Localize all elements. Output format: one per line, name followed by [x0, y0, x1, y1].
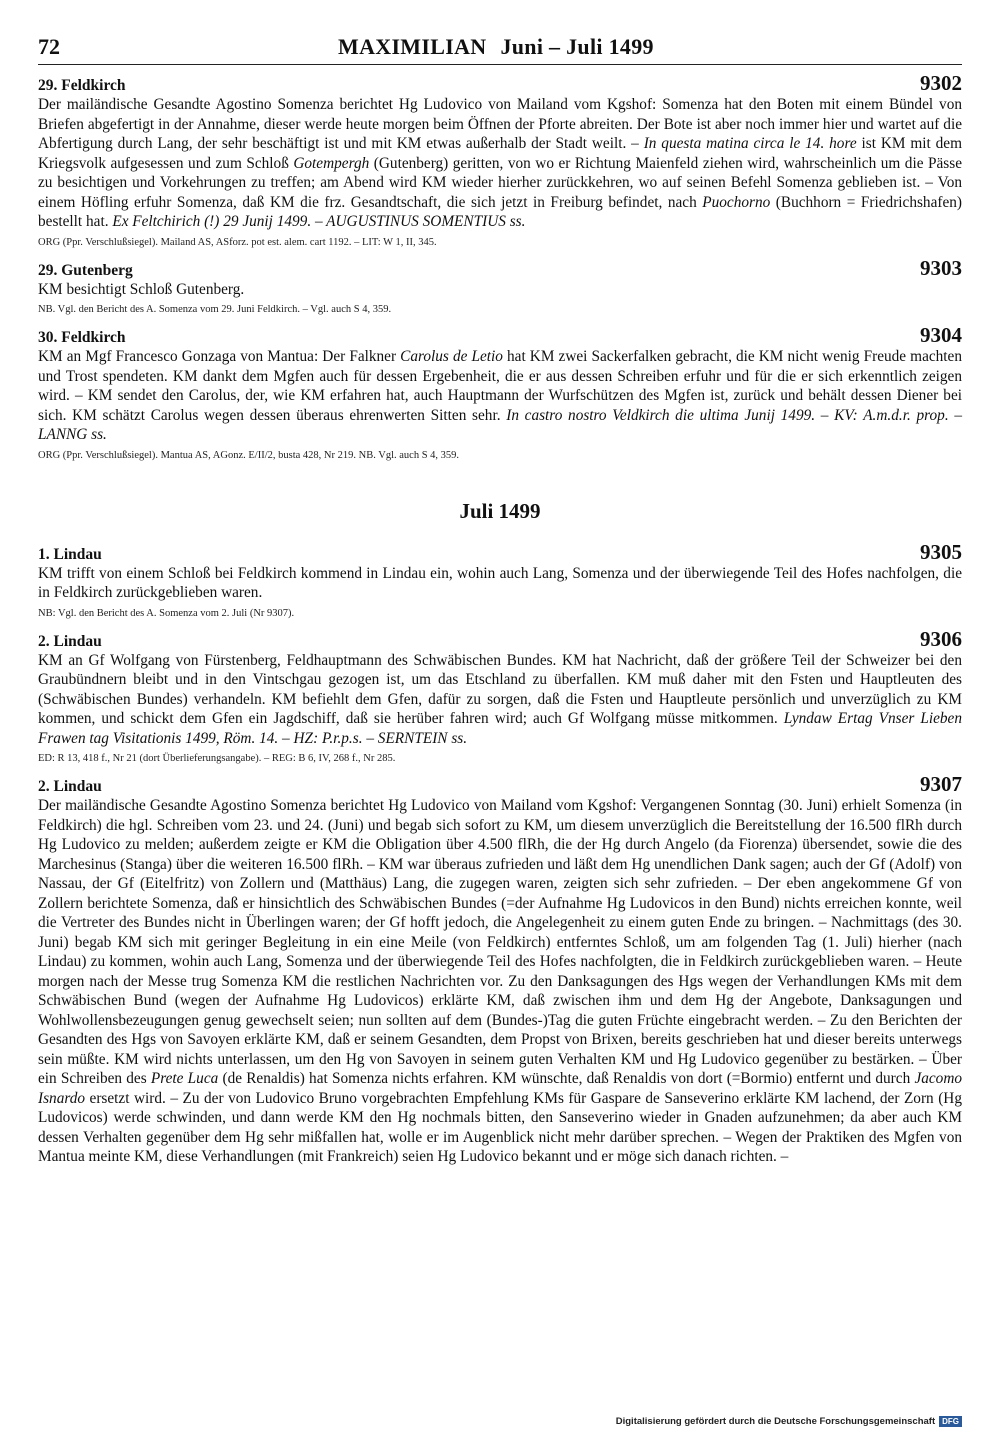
entry-source-note: ED: R 13, 418 f., Nr 21 (dort Überlieferungsangabe). – REG: B 6, IV, 268 f., Nr 285. [38, 753, 396, 764]
running-header [38, 30, 962, 65]
entry-date-place: 2. Lindau [38, 632, 102, 650]
entry-text-part: (Gutenberg) geritten, von wo er Richtung Maienfeld ziehen wird, wahrscheinlich um die Pässe zu besichtigen und Vorkehrungen zu treffen; am Abend wird KM wieder hierher zurückkehren, wo auf seinen Befehl Somenza geblieben ist. – Von einem Höfling erfuhr Somenza, daß KM die frz. Gesandtschaft, die sich jetzt in Freiburg befindet, nach [38, 154, 962, 211]
entry-text-part: KM besichtigt Schloß Gutenberg. [38, 280, 245, 298]
entry-text-part: (de Renaldis) hat Somenza nichts erfahren. KM wünschte, daß Renaldis von dort (=Bormio) entfernt und durch [218, 1070, 915, 1087]
running-title [338, 34, 654, 60]
page [38, 30, 962, 1167]
june-entries [38, 73, 962, 463]
entry-text [38, 796, 962, 1167]
entry-text-quote: Gotempergh [293, 154, 370, 172]
entry-text-part: hat KM zwei Sackerfalken gebracht, die KM nicht wenig Freude machten und Trost spendeten. KM dankt dem Mgfen auch für dessen Ergebenheit, die er aus dessen Schreiben erfuhr und für die er sich erkenntlich zeigen wird. – KM sendet den Carolus, der, wie KM erfahren hat, auch Hauptmann der Wurfschützen des Mgfen ist, zurück und behält dessen Diener bei sich. KM schätzt Carolus wegen dessen überaus ehrenwerten Sitten sehr. [38, 348, 962, 424]
entry-source-note: NB. Vgl. den Bericht des A. Somenza vom 29. Juni Feldkirch. – Vgl. auch S 4, 359. [38, 304, 392, 315]
entry-date-place: 1. Lindau [38, 545, 102, 563]
entry-9303 [38, 255, 962, 318]
entry-number: 9307 [920, 772, 962, 796]
entry-number: 9305 [920, 539, 962, 564]
entry-9306 [38, 626, 962, 767]
entry-text-part: KM an Mgf Francesco Gonzaga von Mantua: Der Falkner [38, 348, 401, 365]
entry-source-note: ORG (Ppr. Verschlußsiegel). Mailand AS, ASforz. pot est. alem. cart 1192. – LIT: W 1, II, 345. [38, 236, 437, 248]
page-number: 72 [38, 34, 60, 59]
entry-text [38, 564, 962, 603]
footer [616, 1416, 962, 1427]
entry-text-part: Der mailändische Gesandte Agostino Somenza berichtet Hg Ludovico von Mailand vom Kgshof: Somenza hat den Boten mit einem Bündel von Briefen abgefertigt in der Annahme, dieser werde heute morgen beim Öffnen der Pforte abreiten. Der Bote ist aber noch immer hier und wartet auf die Abfertigung durch Lang, der sehr beschäftigt ist und mit KM etwas außerhalb der Stadt weilt. – [38, 96, 962, 152]
entry-text [38, 95, 962, 232]
entry-9304 [38, 325, 962, 463]
entry-text-quote: Lyndaw Ertag Vnser Lieben Frawen tag Visitationis 1499, Röm. 14. – HZ: P.r.p.s. – SERNTEIN ss. [38, 710, 962, 747]
running-title-name: MAXIMILIAN [338, 34, 487, 59]
dfg-logo: DFG [939, 1416, 962, 1427]
entry-text-quote: Jacomo Isnardo [38, 1070, 963, 1107]
entry-9305 [38, 539, 962, 621]
entry-date-place: 30. Feldkirch [38, 329, 126, 346]
entry-text-part: KM an Gf Wolfgang von Fürstenberg, Feldhauptmann des Schwäbischen Bundes. KM hat Nachricht, daß der größere Teil der Schweizer bei den Graubündnern bleibt und in den Vintschgau gezogen ist, um das Etschland zu überfallen. KM muß daher mit den Fsten und Hauptleuten des (Schwäbischen Bundes) verhandeln. KM befiehlt dem Gfen, dafür zu sorgen, daß die Fsten und Hauptleute persönlich und unverzüglich zu KM kommen, und schickt dem Gfen ein Jagdschiff, daß sie herüber fahren wird; auch Gf Wolfgang müsse mitkommen. [38, 651, 962, 727]
entry-text-quote: Ex Feltchirich (!) 29 Junij 1499. – AUGUSTINUS SOMENTIUS ss. [112, 213, 526, 230]
entry-date-place: 2. Lindau [38, 778, 102, 795]
entry-number: 9303 [920, 255, 962, 280]
entry-heading [38, 255, 962, 280]
entry-9307 [38, 774, 962, 1167]
entry-source-note: NB: Vgl. den Bericht des A. Somenza vom 2. Juli (Nr 9307). [38, 607, 295, 619]
entry-text-part: KM trifft von einem Schloß bei Feldkirch kommend in Lindau ein, wohin auch Lang, Somenza und der überwiegende Teil des Hofes nachfolgen, die in Feldkirch zurückgeblieben waren. [38, 564, 962, 601]
entry-date-place: 29. Feldkirch [38, 77, 126, 94]
july-entries [38, 539, 963, 1167]
entry-heading [38, 73, 962, 95]
entry-heading [38, 325, 962, 347]
entry-date-place: 29. Gutenberg [38, 261, 133, 279]
entry-heading [38, 539, 962, 564]
entry-text [38, 347, 962, 445]
entry-text [38, 651, 962, 749]
entry-text-part: ist KM mit dem Kriegsvolk aufgesessen und zum Schloß [38, 135, 962, 172]
running-title-date: Juni – Juli 1499 [500, 34, 654, 59]
footer-credit: Digitalisierung gefördert durch die Deutsche Forschungsgemeinschaft [615, 1416, 936, 1427]
entry-text-quote: In castro nostro Veldkirch die ultima Junij 1499. – KV: A.m.d.r. prop. – LANNG ss. [38, 406, 962, 443]
entry-heading [38, 626, 962, 651]
entry-number: 9302 [920, 71, 962, 95]
entry-text [38, 280, 962, 300]
entry-text-quote: In questa matina circa le 14. hore [643, 135, 857, 152]
entry-number: 9306 [920, 626, 962, 651]
entry-text-part: ersetzt wird. – Zu der von Ludovico Bruno vorgebrachten Empfehlung KMs für Gaspare de Sanseverino erklärte KM lachend, der Zorn (Hg Ludovicos) werde schwinden, und dann werde KM den Hg nochmals bitten, den Sanseverino wieder in Gnaden aufzunehmen; da aber auch KM dessen Verhalten gegenüber dem Hg sehr mißfallen hat, wolle er im Augenblick nicht mehr darüber sprechen. – Wegen der Praktiken des Mgfen von Mantua meinte KM, diese Verhandlungen (mit Frankreich) seien Hg Ludovico bekannt und er möge sich danach richten. – [38, 1089, 962, 1165]
entry-number: 9304 [920, 323, 962, 347]
entry-text-quote: Prete Luca [150, 1070, 219, 1087]
section-title: Juli 1499 [459, 498, 541, 523]
entry-text-part: (Buchhorn = Friedrichshafen) bestellt hat. [38, 193, 962, 230]
entry-text-part: Der mailändische Gesandte Agostino Somenza berichtet Hg Ludovico von Mailand vom Kgshof: Vergangenen Sonntag (30. Juni) erhielt Somenza (in Feldkirch) die hgl. Schreiben vom 23. und 24. (Juni) und begab sich sofort zu KM, um diesem unverzüglich die Bereitstellung der 16.500 flRh durch Hg Ludovico zu melden; außerdem zeigte er KM die Obligation über 4.500 flRh, die der Hg durch Angelo (da Fiorenza) übersendet, sowie die des Marchesinus (Stanga) über die weiteren 16.500 flRh. – KM war überaus zufrieden und läßt dem Hg unendlichen Dank sagen; auch der Gf (Adolf) von Nassau, der Gf (Eitelfritz) von Zollern und (Matthäus) Lang, die zugegen waren, zeigten sich sehr zufrieden. – Der eben angekommene Gf von Zollern berichtete Somenza, daß er hinsichtlich des Schwäbischen Bundes (=der Aufnahme Hg Ludovicos in den Bund) nichts erreichen konnte, weil die Vertreter des Bundes nicht in Überlingen waren; der Gf hofft jedoch, die Angelegenheit zu einem guten Ende zu bringen. – Nachmittags (des 30. Juni) begab KM sich mit geringer Begleitung in ein eine Meile (von Feldkirch) entferntes Schloß, um am folgenden Tag (1. Juli) hierher (nach Lindau) zu kommen, wohin auch Lang, Somenza und der überwiegende Teil des Hofes nachfolgten, die in Feldkirch zurückgeblieben waren. – Heute morgen nach der Messe trug Somenza KM die restlichen Nachrichten vor. Zu den Danksagungen des Hgs wegen der Verhandlungen KMs mit dem Schwäbischen Bund (wegen der Aufnahme Hg Ludovicos) erklärte KM, daß zwischen ihm und dem Hg der Angebote, Danksagungen und Wohlwollensbezeugungen genug gewechselt seien; nun sollten auf dem (Bundes-)Tag die guten Früchte eingebracht werden. – Zu den Berichten der Gesandten des Hgs von Savoyen erklärte KM, daß er seinem Gesandten, dem Propst von Brixen, bereits geschrieben hat und dieser bereits unterwegs sein müßte. KM wird nichts unterlassen, um den Hg von Savoyen in seinem guten Verhalten KM und Hg Ludovico gegenüber zu bestärken. – Über ein Schreiben des [38, 797, 962, 1087]
entry-heading [38, 774, 962, 796]
entry-source-note: ORG (Ppr. Verschlußsiegel). Mantua AS, AGonz. E/II/2, busta 428, Nr 219. NB. Vgl. auch S 4, 359. [38, 449, 460, 461]
entry-text-quote: Puochorno [702, 193, 771, 211]
entry-9302 [38, 73, 962, 250]
entry-text-quote: Carolus de Letio [400, 348, 503, 365]
